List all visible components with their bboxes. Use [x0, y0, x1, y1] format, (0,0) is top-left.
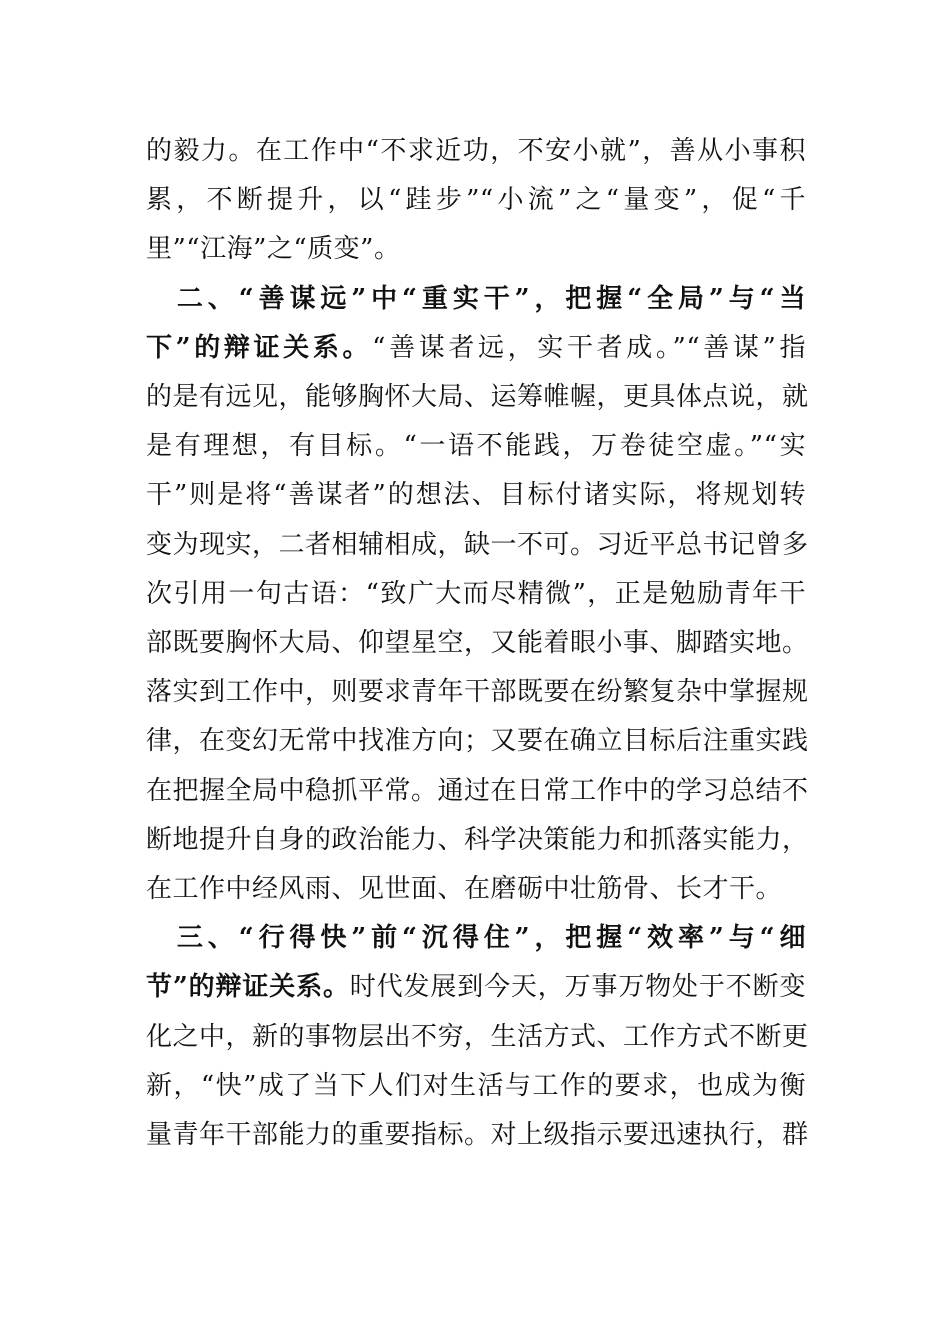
body-text: 的是有远见，能够胸怀大局、运筹帷幄，更具体点说，就	[146, 382, 809, 413]
section-heading-text: 下”的辩证关系。	[146, 332, 373, 363]
body-text: 时代发展到今天，万事万物处于不断变	[349, 972, 806, 1003]
body-text: 是有理想，有目标。“一语不能践，万卷徒空虚。”“实	[146, 431, 806, 462]
body-text: 量青年干部能力的重要指标。对上级指示要迅速执行，群	[146, 1120, 809, 1151]
body-text: 里”“江海”之“质变”。	[146, 234, 401, 265]
text-line	[146, 127, 806, 176]
text-line	[146, 1062, 806, 1111]
body-text: 化之中，新的事物层出不穷，生活方式、工作方式不断更	[146, 1021, 809, 1052]
body-text: 部既要胸怀大局、仰望星空，又能着眼小事、脚踏实地。	[146, 628, 809, 659]
text-line	[146, 619, 809, 668]
body-text: 在工作中经风雨、见世面、在磨砺中壮筋骨、长才干。	[146, 874, 783, 905]
body-text: 落实到工作中，则要求青年干部既要在纷繁复杂中掌握规	[146, 677, 809, 708]
body-text: “善谋者远，实干者成。”“善谋”指	[372, 332, 806, 363]
document-page	[146, 127, 809, 1160]
paragraph-p3	[146, 914, 809, 1160]
text-line	[146, 422, 806, 471]
text-line	[146, 324, 806, 373]
text-line	[146, 471, 806, 520]
text-line	[146, 914, 806, 963]
text-line	[146, 521, 809, 570]
text-line	[146, 373, 809, 422]
paragraph-p2	[146, 275, 809, 915]
text-line	[146, 275, 806, 324]
body-text: 次引用一句古语：“致广大而尽精微”，正是勉励青年干	[146, 578, 806, 609]
body-text: 新，“快”成了当下人们对生活与工作的要求，也成为衡	[146, 1070, 806, 1101]
text-line	[146, 570, 806, 619]
body-text: 在把握全局中稳抓平常。通过在日常工作中的学习总结不	[146, 775, 809, 806]
text-line	[146, 767, 809, 816]
body-text: 的毅力。在工作中“不求近功，不安小就”，善从小事积	[146, 136, 806, 166]
body-text: 变为现实，二者相辅相成，缺一不可。习近平总书记曾多	[146, 529, 809, 560]
text-line	[146, 816, 809, 865]
body-text: 累，不断提升，以“跬步”“小流”之“量变”，促“千	[146, 185, 806, 216]
body-text: 干”则是将“善谋者”的想法、目标付诸实际，将规划转	[146, 480, 806, 511]
text-line	[146, 865, 806, 914]
text-line	[146, 1013, 809, 1062]
text-line	[146, 176, 806, 225]
text-line	[146, 668, 809, 717]
text-line	[146, 963, 806, 1012]
body-text: 断地提升自身的政治能力、科学决策能力和抓落实能力，	[146, 824, 809, 855]
section-heading-text: 三、“行得快”前“沉得住”，把握“效率”与“细	[146, 923, 806, 954]
text-line	[146, 1111, 809, 1160]
text-line	[146, 717, 809, 766]
body-text: 律，在变幻无常中找准方向；又要在确立目标后注重实践	[146, 726, 809, 757]
section-heading-text: 节”的辩证关系。	[146, 972, 350, 1003]
paragraph-p1	[146, 127, 806, 275]
text-line	[146, 225, 806, 274]
section-heading-text: 二、“善谋远”中“重实干”，把握“全局”与“当	[146, 283, 806, 314]
